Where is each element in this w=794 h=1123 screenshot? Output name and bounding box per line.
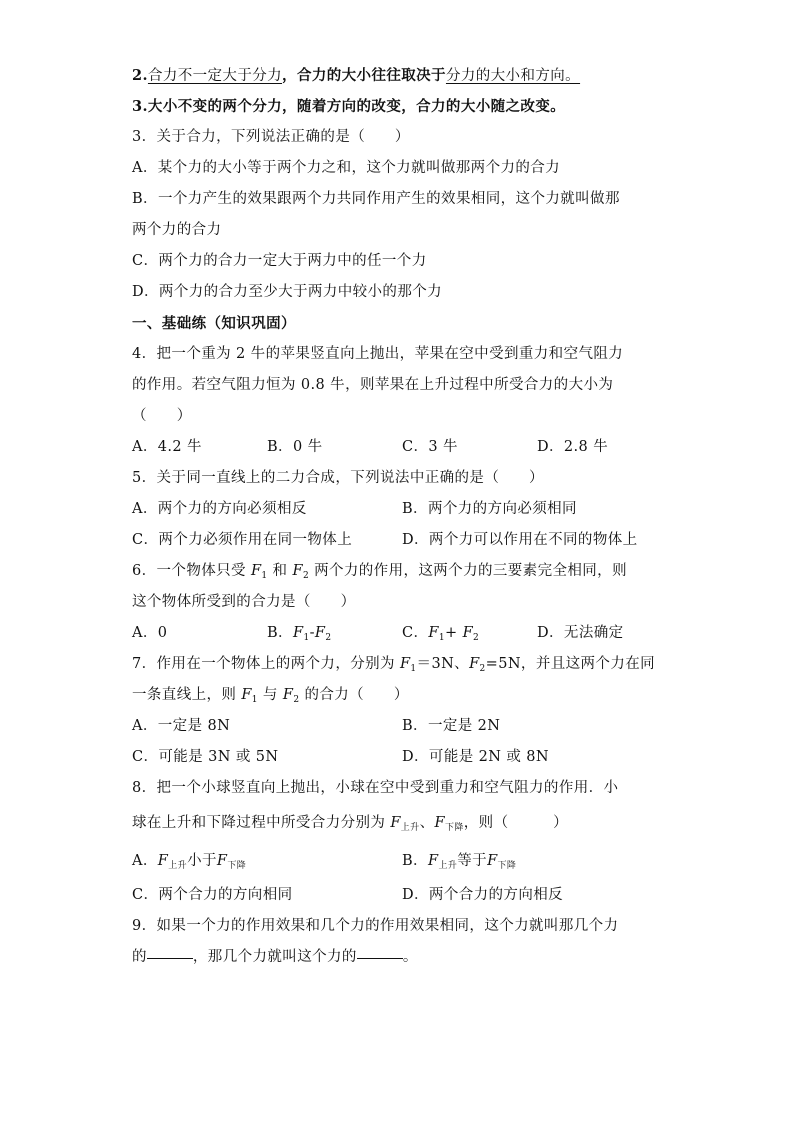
q5-options-row2 <box>132 525 672 556</box>
q8-subscript-up: 上升 <box>168 861 188 871</box>
q8-option-a-relation: 小于 <box>187 853 217 869</box>
q6-option-b <box>267 618 402 649</box>
q4-option-a: A．4.2 牛 <box>132 439 202 455</box>
q7-option-a: A．一定是 8N <box>132 718 231 734</box>
q8-stem-line1: 8．把一个小球竖直向上抛出，小球在空中受到重力和空气阻力的作用．小 <box>132 780 619 796</box>
q8-f-symbol: F <box>390 815 401 831</box>
q8-subscript-down: 下降 <box>227 861 247 871</box>
q9-text: ，那几个力就叫这个力的 <box>192 949 357 965</box>
q5-options-row1 <box>132 494 672 525</box>
q8-stem-line2 <box>132 804 672 842</box>
q6-option-c-label: C． <box>402 625 429 641</box>
q7-f2-symbol: F <box>469 656 480 672</box>
q6-option-b-operator: - <box>309 625 315 641</box>
q8-separator: 、 <box>419 815 435 831</box>
q3-option-c: C．两个力的合力一定大于两力中的任一个力 <box>132 253 427 269</box>
q6-stem-line1 <box>132 556 672 587</box>
q8-option-d: D．两个合力的方向相反 <box>402 887 564 903</box>
q8-f-symbol: F <box>157 853 169 869</box>
q3-stem: 3．关于合力，下列说法正确的是（ ） <box>132 129 410 145</box>
q8-subscript-down: 下降 <box>444 823 464 833</box>
q9-text: 。 <box>402 949 418 965</box>
q8-option-b-relation: 等于 <box>457 853 488 869</box>
q7-f2-subscript: 2 <box>293 695 300 705</box>
q6-option-c-f2: F <box>462 625 474 641</box>
key-point-3: 3.大小不变的两个分力，随着方向的改变，合力的大小随之改变。 <box>132 98 566 115</box>
q6-text: 6．一个物体只受 <box>132 563 251 579</box>
q4-options <box>132 432 672 463</box>
q3-option-b-line1: B．一个力产生的效果跟两个力共同作用产生的效果相同，这个力就叫做那 <box>132 191 620 207</box>
q8-subscript-down: 下降 <box>497 861 517 871</box>
q5-option-a: A．两个力的方向必须相反 <box>132 501 307 517</box>
q6-option-c-operator: + <box>445 625 463 641</box>
q6-text: 两个力的作用，这两个力的三要素完全相同，则 <box>309 563 627 579</box>
q9-answer-blank-1[interactable] <box>147 957 193 959</box>
q7-text: 7．作用在一个物体上的两个力，分别为 <box>132 656 400 672</box>
q7-text: 的合力（ ） <box>299 687 409 703</box>
q8-options-row1 <box>132 842 672 880</box>
q6-stem-line2: 这个物体所受到的合力是（ ） <box>132 594 356 610</box>
q7-options-row1 <box>132 711 672 742</box>
q6-text: 和 <box>267 563 293 579</box>
q7-text: =5N，并且这两个力在同 <box>485 656 656 672</box>
q4-stem-line3: （ ） <box>132 408 192 424</box>
q7-option-d: D．可能是 2N 或 8N <box>402 749 549 765</box>
q7-f1-subscript: 1 <box>410 664 417 674</box>
key-point-2-number: 2. <box>132 67 148 84</box>
q4-stem-line2: 的作用。若空气阻力恒为 0.8 牛，则苹果在上升过程中所受合力的大小为 <box>132 377 614 393</box>
q7-options-row2 <box>132 742 672 773</box>
q4-option-c: C．3 牛 <box>402 439 458 455</box>
q8-f-symbol: F <box>427 853 439 869</box>
q7-f2-symbol: F <box>282 687 294 703</box>
q5-option-b: B．两个力的方向必须相同 <box>402 501 577 517</box>
document-page <box>132 60 672 973</box>
q8-f-symbol: F <box>434 815 445 831</box>
q5-option-d: D．两个力可以作用在不同的物体上 <box>402 532 638 548</box>
q8-f-symbol: F <box>487 853 498 869</box>
q6-f1-symbol: F <box>250 563 262 579</box>
q8-subscript-up: 上升 <box>400 823 420 833</box>
q6-f2-subscript: 2 <box>302 571 310 581</box>
q7-f1-symbol: F <box>241 687 252 703</box>
q6-option-c-sub2: 2 <box>473 633 480 643</box>
q6-option-b-f1: F <box>292 625 304 641</box>
q6-f2-symbol: F <box>292 563 303 579</box>
q5-stem: 5．关于同一直线上的二力合成，下列说法中正确的是（ ） <box>132 470 544 486</box>
q7-stem-line1 <box>132 649 672 680</box>
q3-option-b-line2: 两个力的合力 <box>132 222 222 238</box>
q6-f1-subscript: 1 <box>261 571 268 581</box>
q7-stem-line2 <box>132 680 672 711</box>
q6-option-b-label: B． <box>267 625 293 641</box>
q7-text: 与 <box>257 687 283 703</box>
q7-f1-subscript: 1 <box>251 695 258 705</box>
q9-stem-line2 <box>132 942 672 973</box>
q4-option-d: D．2.8 牛 <box>537 439 609 455</box>
q8-text: ，则（ ） <box>463 815 569 831</box>
q6-option-c <box>402 618 537 649</box>
q8-option-a <box>132 842 402 880</box>
q7-text: 一条直线上，则 <box>132 687 242 703</box>
q9-text: 的 <box>132 949 147 965</box>
q8-option-b-label: B． <box>402 853 428 869</box>
q6-option-b-sub2: 2 <box>325 633 332 643</box>
section-heading: 一、基础练（知识巩固） <box>132 315 296 332</box>
q8-options-row2 <box>132 880 672 911</box>
key-point-2-underlined-b: 分力的大小和方向。 <box>445 68 581 84</box>
q4-stem-line1: 4．把一个重为 2 牛的苹果竖直向上抛出，苹果在空中受到重力和空气阻力 <box>132 346 624 362</box>
q8-option-c: C．两个合力的方向相同 <box>132 887 293 903</box>
q3-option-d: D．两个力的合力至少大于两力中较小的那个力 <box>132 284 443 300</box>
key-point-2 <box>132 60 672 91</box>
q4-option-b: B．0 牛 <box>267 439 323 455</box>
q7-option-b: B．一定是 2N <box>402 718 501 734</box>
q6-option-d: D．无法确定 <box>537 625 624 641</box>
q9-answer-blank-2[interactable] <box>357 957 403 959</box>
q6-option-a: A．0 <box>132 625 168 641</box>
q8-text: 球在上升和下降过程中所受合力分别为 <box>132 815 391 831</box>
q6-option-b-sub1: 1 <box>303 633 310 643</box>
q6-option-c-f1: F <box>428 625 439 641</box>
q7-f1-symbol: F <box>399 656 411 672</box>
q5-option-c: C．两个力必须作用在同一物体上 <box>132 532 353 548</box>
q8-option-a-label: A． <box>132 853 158 869</box>
q8-f-symbol: F <box>216 853 228 869</box>
q6-options <box>132 618 672 649</box>
q3-option-a: A．某个力的大小等于两个力之和，这个力就叫做那两个力的合力 <box>132 160 561 176</box>
q7-option-c: C．可能是 3N 或 5N <box>132 749 279 765</box>
q6-option-b-f2: F <box>314 625 326 641</box>
q9-stem-line1: 9．如果一个力的作用效果和几个力的作用效果相同，这个力就叫那几个力 <box>132 918 619 934</box>
key-point-2-underlined-a: 合力不一定大于分力 <box>147 68 283 84</box>
q7-text: ＝3N、 <box>416 656 470 672</box>
q6-option-c-sub1: 1 <box>438 633 446 643</box>
q8-subscript-up: 上升 <box>438 861 458 871</box>
key-point-2-middle: ，合力的大小往往取决于 <box>282 67 446 84</box>
q8-option-b <box>402 842 672 880</box>
q7-f2-subscript: 2 <box>479 664 486 674</box>
